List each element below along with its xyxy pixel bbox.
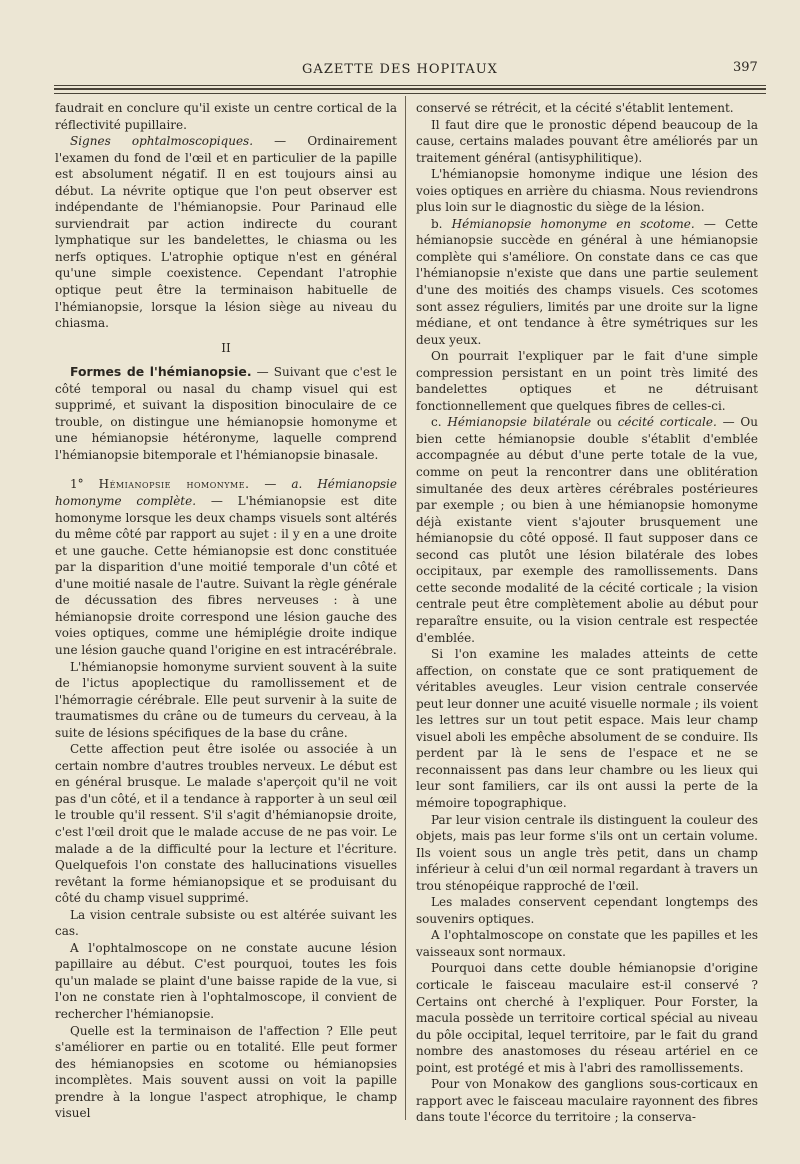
paragraph: Quelle est la terminaison de l'affection ? Elle peut s'améliorer en partie ou en totalité. Elle peut former des hémianopsies en scotome ou hémianopsies incomplètes. Mais souvent aussi on voit la papille prendre à la longue l'aspect atrophique, le champ visuel	[55, 1023, 397, 1121]
page-number: 397	[733, 60, 758, 75]
inline-heading: Signes ophtalmoscopiques.	[70, 134, 254, 149]
inline-subheading: Hémianopsie homonyme en scotome.	[451, 216, 695, 231]
header-rule-thin-top	[54, 85, 766, 86]
paragraph-text: — Cette hémianopsie succède en général à une hémianopsie complète qui s'améliore. On constate dans ce cas que l'hémianopsie n'existe que dans une partie seulement d'une des moitiés des champs visuels. Ces scotomes sont assez réguliers, limités par une droite sur la ligne médiane, et ont tendance à être symétriques sur les deux yeux.	[416, 216, 759, 347]
inline-subheading: Hémianopsie bilatérale	[447, 415, 592, 430]
inline-subheading: a. Hémianopsie homonyme complète.	[55, 477, 397, 509]
column-divider	[405, 96, 406, 1120]
paragraph: L'hémianopsie homonyme indique une lésion des voies optiques en arrière du chiasma. Nous reviendrons plus loin sur le diagnostic du siège de la lésion.	[416, 167, 758, 215]
dash: —	[249, 477, 292, 492]
item-number: 1°	[70, 477, 99, 492]
paragraph-homonymous	[55, 476, 397, 658]
journal-title: GAZETTE DES HOPITAUX	[302, 62, 498, 77]
paragraph: On pourrait l'expliquer par le fait d'une simple compression persistant en un point très limité des bandelettes optiques et ne détruisant fonctionnellement que quelques fibres de celles-ci.	[416, 349, 758, 413]
paragraph-bilateral	[416, 414, 758, 646]
header-rule-thick	[54, 88, 766, 90]
paragraph: La vision centrale subsiste ou est altérée suivant les cas.	[55, 907, 397, 939]
paragraph-text: — Suivant que c'est le côté temporal ou nasal du champ visuel qui est supprimé, et suivant la disposition binoculaire de ce trouble, on distingue une hémianopsie homonyme et une hémianopsie hétéronyme, laquelle comprend l'hémianopsie bitemporale et l'hémianopsie binasale.	[55, 365, 397, 462]
inline-subheading: cécité corticale.	[617, 415, 717, 430]
inline-heading: Formes de l'hémianopsie.	[70, 364, 252, 380]
paragraph: L'hémianopsie homonyme survient souvent à la suite de l'ictus apoplectique du ramollissement et de l'hémorragie cérébrale. Elle peut survenir à la suite de traumatismes du crâne ou de tumeurs du cerveau, à la suite de lésions spécifiques de la base du crâne.	[55, 659, 397, 740]
section-numeral: II	[221, 340, 231, 355]
paragraph-text: — L'hémianopsie est dite homonyme lorsque les deux champs visuels sont altérés du même côté par rapport au sujet : il y en a une droite et une gauche. Cette hémianopsie est donc constituée par la disparition d'une moitié temporale d'un côté et d'une moitié nasale de l'autre. Suivant la règle générale de décussation des fibres nerveuses : à une hémianopsie droite correspond une lésion gauche des voies optiques, comme une hémiplégie droite indique une lésion gauche quand l'origine en est intracérébrale.	[55, 494, 398, 657]
paragraph-text: — Ordinairement l'examen du fond de l'œil et en particulier de la papille est absolument négatif. Il en est toujours ainsi au début. La névrite optique que l'on peut observer est indépendante de l'hémianopsie. Pour Parinaud elle surviendrait par action indirecte du courant lymphatique sur les bandelettes, le chiasma ou les nerfs optiques. L'atrophie optique n'est en général qu'une simple coexistence. Cependant l'atrophie optique peut être la terminaison habituelle de l'hémianopsie, lorsque la lésion siège au niveau du chiasma.	[55, 134, 397, 331]
paragraph: Il faut dire que le pronostic dépend beaucoup de la cause, certains malades pouvant être améliorés par un traitement général (antisyphilitique).	[416, 117, 758, 165]
paragraph: Pourquoi dans cette double hémianopsie d'origine corticale le faisceau maculaire est-il conservé ? Certains ont cherché à l'expliquer. Pour Forster, la macula possède un territoire cortical spécial au niveau du pôle occipital, lequel territoire, par le fait du grand nombre des anastomoses du réseau artériel en ce point, est protégé et mis à l'abri des ramollissements.	[416, 961, 758, 1075]
inline-heading: Hémianopsie homonyme.	[98, 477, 250, 492]
paragraph: Si l'on examine les malades atteints de cette affection, on constate que ce sont pratiquement de véritables aveugles. Leur vision centrale conservée peut leur donner une acuité visuelle normale ; ils voient les lettres sur un tout petit espace. Mais leur champ visuel aboli les empêche absolument de se conduire. Ils perdent par là le sens de l'espace et ne se reconnaissent pas dans leur chambre ou les lieux qui leur sont familiers, car ils ont aussi la perte de la mémoire topographique.	[416, 647, 758, 810]
item-letter: c.	[431, 415, 448, 430]
paragraph: conservé se rétrécit, et la cécité s'établit lentement.	[416, 101, 734, 115]
paragraph: A l'ophtalmoscope on constate que les papilles et les vaisseaux sont normaux.	[416, 928, 758, 959]
connector-text: ou	[591, 415, 618, 430]
paragraph: Pour von Monakow des ganglions sous-corticaux en rapport avec le faisceau maculaire rayonnent des fibres dans toute l'écorce du territoire ; la conserva-	[416, 1077, 758, 1125]
header-rule-thin-bottom	[54, 93, 766, 94]
paragraph-ophthalmoscopic-signs	[55, 133, 397, 332]
paragraph: faudrait en conclure qu'il existe un centre cortical de la réflectivité pupillaire.	[55, 101, 397, 132]
paragraph: Par leur vision centrale ils distinguent la couleur des objets, mais pas leur forme s'ils ont un certain volume. Ils voient sous un angle très petit, dans un champ inférieur à celui d'un œil normal regardant à travers un trou sténopéique rapproché de l'œil.	[416, 812, 758, 893]
paragraph: A l'ophtalmoscope on ne constate aucune lésion papillaire au début. C'est pourquoi, toutes les fois qu'un malade se plaint d'une baisse rapide de la vue, si l'on ne constate rien à l'ophtalmoscope, il convient de rechercher l'hémianopsie.	[55, 940, 397, 1021]
paragraph-text: — Ou bien cette hémianopsie double s'établit d'emblée accompagnée au début d'une perte totale de la vue, comme on peut la rencontrer dans une oblitération simultanée des deux artères cérébrales postérieures par exemple ; ou bien à une hémianopsie homonyme déjà existante vient s'ajouter brusquement une hémianopsie du côté opposé. Il faut supposer dans ce second cas plutôt une lésion bilatérale des lobes occipitaux, par exemple des ramollissements. Dans cette seconde modalité de la cécité corticale ; la vision centrale peut être complètement abolie au début pour reparaître ensuite, ou la vision centrale est respectée d'emblée.	[416, 415, 758, 645]
paragraph-scotoma	[416, 216, 758, 348]
left-column	[55, 100, 397, 1122]
right-column	[416, 100, 758, 1126]
paragraph: Cette affection peut être isolée ou associée à un certain nombre d'autres troubles nerveux. Le début est en général brusque. Le malade s'aperçoit qu'il ne voit pas d'un côté, et il a tendance à rapporter à un seul œil le trouble qu'il ressent. S'il s'agit d'hémianopsie droite, c'est l'œil droit que le malade accuse de ne pas voir. Le malade a de la difficulté pour la lecture et l'écriture. Quelquefois l'on constate des hallucinations visuelles revêtant la forme hémianopsique et se produisant du côté du champ visuel supprimé.	[55, 742, 397, 906]
paragraph: Les malades conservent cependant longtemps des souvenirs optiques.	[416, 895, 758, 926]
item-letter: b.	[431, 216, 452, 231]
paragraph-forms	[55, 364, 397, 463]
